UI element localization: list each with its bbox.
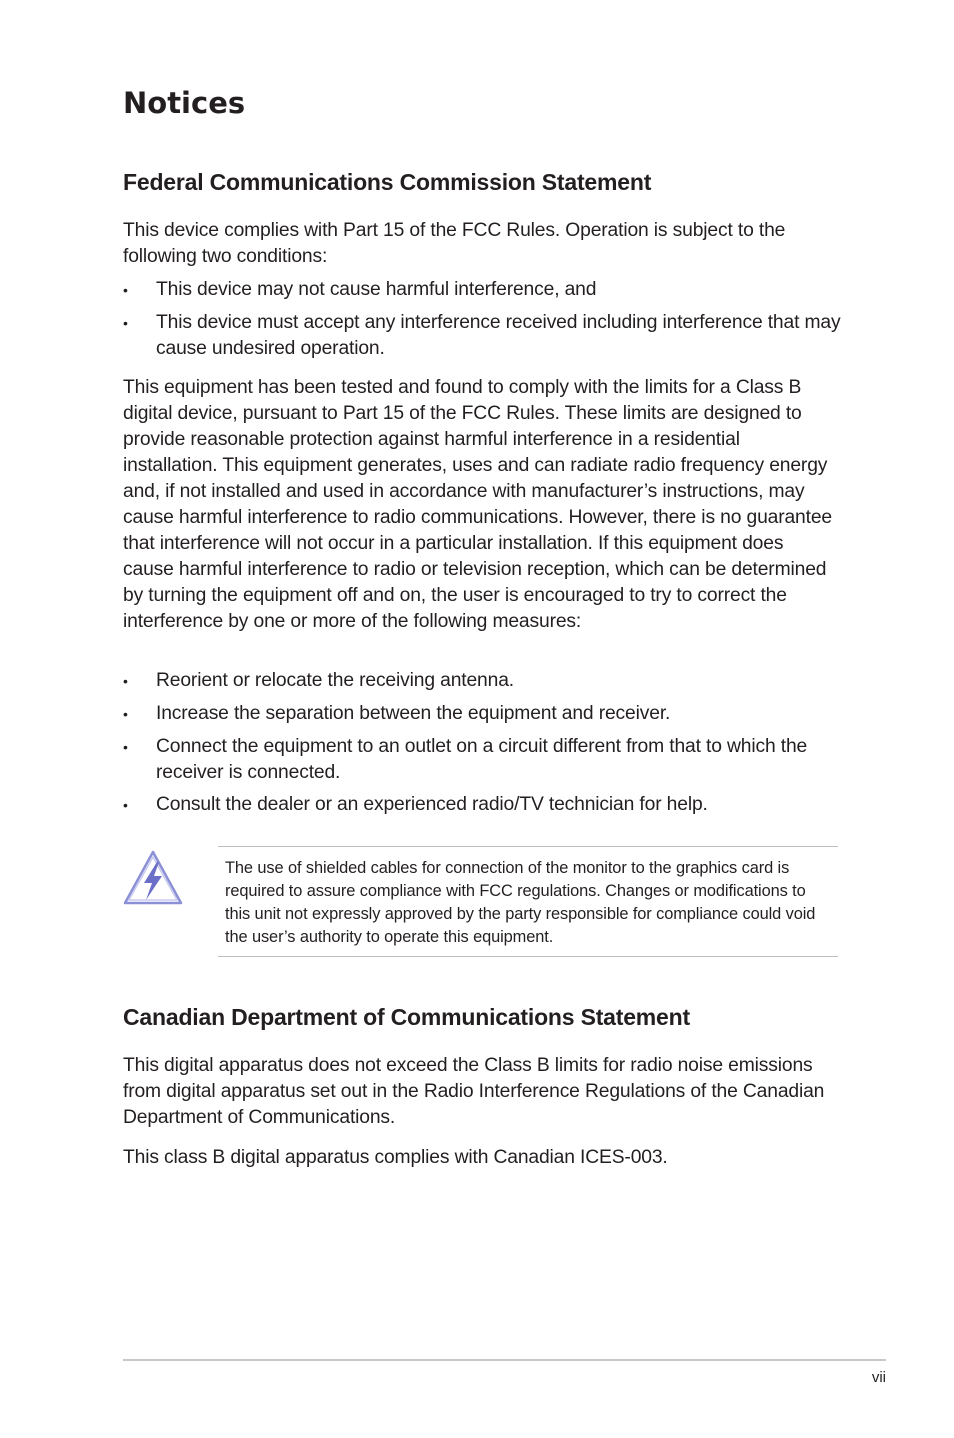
footer-rule bbox=[123, 1359, 886, 1361]
warning-note bbox=[218, 846, 838, 957]
bullet-dot: • bbox=[123, 739, 128, 755]
canada-ices-paragraph: This class B digital apparatus complies with Canadian ICES-003. bbox=[123, 1147, 668, 1168]
measure-item bbox=[123, 668, 843, 694]
warning-lightning-icon bbox=[122, 848, 184, 906]
bullet-dot: • bbox=[123, 797, 128, 813]
bullet-dot: • bbox=[123, 282, 128, 298]
fcc-intro: This device complies with Part 15 of the FCC Rules. Operation is subject to the following two conditions: bbox=[123, 220, 786, 267]
bullet-dot: • bbox=[123, 315, 128, 331]
fcc-heading: Federal Communications Commission Statement bbox=[123, 169, 652, 195]
measure-item bbox=[123, 734, 843, 786]
measure-text: Increase the separation between the equipment and receiver. bbox=[156, 703, 671, 724]
canada-heading: Canadian Department of Communications Statement bbox=[123, 1004, 690, 1030]
bullet-dot: • bbox=[123, 673, 128, 689]
condition-text: This device may not cause harmful interference, and bbox=[156, 279, 597, 300]
measure-text: Connect the equipment to an outlet on a circuit different from that to which the receiver is connected. bbox=[156, 736, 808, 783]
canada-paragraph: This digital apparatus does not exceed the Class B limits for radio noise emissions from digital apparatus set out in the Radio Interference Regulations of the Canadian Department of Communications. bbox=[123, 1055, 825, 1128]
page-title: Notices bbox=[123, 86, 246, 120]
bullet-dot: • bbox=[123, 706, 128, 722]
condition-item bbox=[123, 310, 843, 362]
measure-item bbox=[123, 701, 843, 727]
measure-text: Consult the dealer or an experienced radio/TV technician for help. bbox=[156, 794, 708, 815]
fcc-body: This equipment has been tested and found to comply with the limits for a Class B digital device, pursuant to Part 15 of the FCC Rules. These limits are designed to provide reasonable protection against harmful interference in a residential installation. This equipment generates, uses and can radiate radio frequency energy and, if not installed and used in accordance with manufacturer’s instructions, may cause harmful interference to radio communications. However, there is no guarantee that interference will not occur in a particular installation. If this equipment does cause harmful interference to radio or television reception, which can be determined by turning the equipment off and on, the user is encouraged to try to correct the interference by one or more of the following measures: bbox=[123, 377, 832, 632]
condition-item bbox=[123, 277, 843, 303]
measure-item bbox=[123, 792, 843, 818]
page-number: vii bbox=[871, 1369, 886, 1386]
measure-text: Reorient or relocate the receiving antenna. bbox=[156, 670, 514, 691]
warning-note-text: The use of shielded cables for connection of the monitor to the graphics card is required to assure compliance with FCC regulations. Changes or modifications to this unit not expressly approved by the party responsible for compliance could void the user’s authority to operate this equipment. bbox=[225, 859, 816, 946]
condition-text: This device must accept any interference received including interference that may cause undesired operation. bbox=[156, 312, 841, 359]
